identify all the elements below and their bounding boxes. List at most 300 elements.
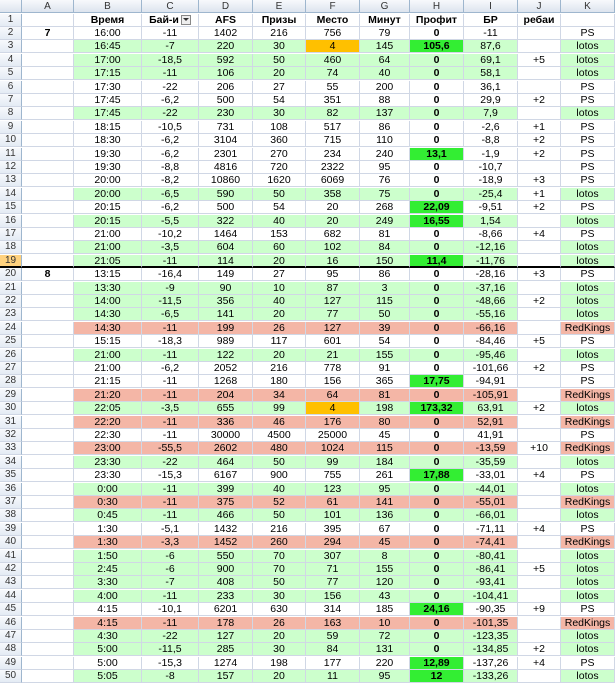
cell-i[interactable]: -105,91 bbox=[464, 389, 518, 402]
cell-i[interactable]: -25,4 bbox=[464, 188, 518, 201]
cell-d[interactable]: 206 bbox=[199, 81, 253, 94]
cell-d[interactable]: 356 bbox=[199, 295, 253, 308]
cell-a[interactable] bbox=[22, 148, 74, 161]
cell-a[interactable] bbox=[22, 496, 74, 509]
cell-j[interactable] bbox=[518, 389, 561, 402]
cell-k[interactable]: lotos bbox=[561, 349, 615, 362]
cell-h[interactable]: 17,75 bbox=[410, 375, 464, 388]
cell-b[interactable]: 4:15 bbox=[74, 603, 142, 616]
cell-j[interactable]: +2 bbox=[518, 295, 561, 308]
cell-d[interactable]: 10860 bbox=[199, 174, 253, 187]
cell-e[interactable]: 27 bbox=[253, 81, 306, 94]
cell-b[interactable]: 5:05 bbox=[74, 670, 142, 683]
cell-f[interactable]: 601 bbox=[306, 335, 360, 348]
cell-k[interactable]: PS bbox=[561, 429, 615, 442]
cell-e[interactable]: 27 bbox=[253, 268, 306, 281]
cell-k[interactable]: PS bbox=[561, 228, 615, 241]
cell-f[interactable]: 127 bbox=[306, 322, 360, 335]
cell-c[interactable]: -11 bbox=[142, 509, 199, 522]
cell-b[interactable]: 17:45 bbox=[74, 94, 142, 107]
cell-j[interactable] bbox=[518, 40, 561, 53]
cell-i[interactable]: -48,66 bbox=[464, 295, 518, 308]
cell-b[interactable]: 19:30 bbox=[74, 148, 142, 161]
cell-d[interactable]: 408 bbox=[199, 576, 253, 589]
cell-a[interactable] bbox=[22, 657, 74, 670]
row-number[interactable]: 3 bbox=[0, 40, 22, 53]
cell-e[interactable]: 30 bbox=[253, 40, 306, 53]
cell-h[interactable]: 0 bbox=[410, 241, 464, 254]
column-header-a[interactable]: A bbox=[22, 0, 74, 13]
cell-e[interactable]: 26 bbox=[253, 322, 306, 335]
cell-c[interactable]: -15,3 bbox=[142, 469, 199, 482]
row-number[interactable]: 22 bbox=[0, 295, 22, 308]
cell-c[interactable]: -18,3 bbox=[142, 335, 199, 348]
cell-f[interactable]: 176 bbox=[306, 416, 360, 429]
cell-f[interactable]: 16 bbox=[306, 255, 360, 268]
cell-g[interactable]: 3 bbox=[360, 282, 410, 295]
cell-d[interactable]: 122 bbox=[199, 349, 253, 362]
row-number[interactable]: 35 bbox=[0, 469, 22, 482]
cell-c[interactable]: -8,8 bbox=[142, 161, 199, 174]
cell-k[interactable]: PS bbox=[561, 134, 615, 147]
cell-j[interactable] bbox=[518, 416, 561, 429]
cell-g[interactable]: 10 bbox=[360, 617, 410, 630]
header-rebates[interactable]: ребаи bbox=[518, 14, 561, 27]
row-number[interactable]: 17 bbox=[0, 228, 22, 241]
cell-h[interactable]: 12,89 bbox=[410, 657, 464, 670]
cell-a[interactable] bbox=[22, 603, 74, 616]
cell-d[interactable]: 127 bbox=[199, 630, 253, 643]
cell-d[interactable]: 900 bbox=[199, 563, 253, 576]
cell-k[interactable]: lotos bbox=[561, 670, 615, 683]
cell-b[interactable]: 20:15 bbox=[74, 201, 142, 214]
column-header-i[interactable]: I bbox=[464, 0, 518, 13]
cell-e[interactable]: 1620 bbox=[253, 174, 306, 187]
cell-i[interactable]: 36,1 bbox=[464, 81, 518, 94]
cell-j[interactable] bbox=[518, 576, 561, 589]
cell-f[interactable]: 20 bbox=[306, 215, 360, 228]
cell-h[interactable]: 16,55 bbox=[410, 215, 464, 228]
cell-g[interactable]: 268 bbox=[360, 201, 410, 214]
cell-i[interactable]: 41,91 bbox=[464, 429, 518, 442]
cell-a[interactable] bbox=[22, 255, 74, 268]
cell-f[interactable]: 358 bbox=[306, 188, 360, 201]
row-number[interactable]: 6 bbox=[0, 81, 22, 94]
cell-b[interactable]: 14:00 bbox=[74, 295, 142, 308]
cell-e[interactable]: 20 bbox=[253, 349, 306, 362]
cell-b[interactable]: 15:15 bbox=[74, 335, 142, 348]
cell-c[interactable]: -16,4 bbox=[142, 268, 199, 281]
cell-k[interactable]: PS bbox=[561, 161, 615, 174]
cell-f[interactable]: 127 bbox=[306, 295, 360, 308]
cell-j[interactable] bbox=[518, 456, 561, 469]
row-number[interactable]: 48 bbox=[0, 643, 22, 656]
cell-h[interactable]: 0 bbox=[410, 496, 464, 509]
cell-k[interactable]: RedKings bbox=[561, 442, 615, 455]
cell-h[interactable]: 0 bbox=[410, 161, 464, 174]
cell-c[interactable]: -11 bbox=[142, 322, 199, 335]
cell-j[interactable] bbox=[518, 81, 561, 94]
cell-h[interactable]: 0 bbox=[410, 590, 464, 603]
cell-f[interactable]: 99 bbox=[306, 456, 360, 469]
cell-g[interactable]: 220 bbox=[360, 657, 410, 670]
cell-a[interactable] bbox=[22, 590, 74, 603]
cell-d[interactable]: 464 bbox=[199, 456, 253, 469]
cell-c[interactable]: -22 bbox=[142, 81, 199, 94]
cell-e[interactable]: 34 bbox=[253, 389, 306, 402]
row-number[interactable]: 25 bbox=[0, 335, 22, 348]
cell-g[interactable]: 141 bbox=[360, 496, 410, 509]
cell-e[interactable]: 40 bbox=[253, 483, 306, 496]
cell-g[interactable]: 185 bbox=[360, 603, 410, 616]
cell-j[interactable] bbox=[518, 107, 561, 120]
row-number[interactable]: 30 bbox=[0, 402, 22, 415]
cell-f[interactable]: 84 bbox=[306, 643, 360, 656]
cell-j[interactable]: +3 bbox=[518, 174, 561, 187]
cell-b[interactable]: 21:00 bbox=[74, 362, 142, 375]
row-number[interactable]: 4 bbox=[0, 54, 22, 67]
row-number[interactable]: 13 bbox=[0, 174, 22, 187]
cell-j[interactable] bbox=[518, 282, 561, 295]
cell-i[interactable]: 29,9 bbox=[464, 94, 518, 107]
cell-d[interactable]: 466 bbox=[199, 509, 253, 522]
cell-f[interactable]: 87 bbox=[306, 282, 360, 295]
row-number[interactable]: 37 bbox=[0, 496, 22, 509]
cell-a[interactable] bbox=[22, 643, 74, 656]
cell-e[interactable]: 720 bbox=[253, 161, 306, 174]
cell-e[interactable]: 30 bbox=[253, 590, 306, 603]
cell-f[interactable]: 102 bbox=[306, 241, 360, 254]
cell-g[interactable]: 64 bbox=[360, 54, 410, 67]
cell-c[interactable]: -11,5 bbox=[142, 643, 199, 656]
cell-c[interactable]: -10,2 bbox=[142, 228, 199, 241]
cell-g[interactable]: 150 bbox=[360, 255, 410, 268]
cell-i[interactable]: -55,01 bbox=[464, 496, 518, 509]
cell-c[interactable]: -7 bbox=[142, 40, 199, 53]
row-number[interactable]: 28 bbox=[0, 375, 22, 388]
cell-j[interactable]: +4 bbox=[518, 523, 561, 536]
cell-g[interactable]: 115 bbox=[360, 295, 410, 308]
cell-j[interactable] bbox=[518, 536, 561, 549]
cell-j[interactable]: +10 bbox=[518, 442, 561, 455]
cell-g[interactable]: 54 bbox=[360, 335, 410, 348]
cell-f[interactable]: 61 bbox=[306, 496, 360, 509]
cell-e[interactable]: 30 bbox=[253, 107, 306, 120]
cell-b[interactable]: 16:45 bbox=[74, 40, 142, 53]
row-number[interactable]: 34 bbox=[0, 456, 22, 469]
cell-h[interactable]: 0 bbox=[410, 188, 464, 201]
cell-c[interactable]: -6 bbox=[142, 550, 199, 563]
cell-a[interactable] bbox=[22, 174, 74, 187]
cell-b[interactable]: 22:30 bbox=[74, 429, 142, 442]
cell-c[interactable]: -11 bbox=[142, 389, 199, 402]
cell-a[interactable] bbox=[22, 94, 74, 107]
cell-f[interactable]: 95 bbox=[306, 268, 360, 281]
cell-b[interactable]: 19:30 bbox=[74, 161, 142, 174]
cell-f[interactable]: 351 bbox=[306, 94, 360, 107]
cell-g[interactable]: 120 bbox=[360, 576, 410, 589]
cell-e[interactable]: 50 bbox=[253, 54, 306, 67]
cell-k[interactable]: PS bbox=[561, 121, 615, 134]
cell-f[interactable]: 4 bbox=[306, 40, 360, 53]
cell-b[interactable]: 18:15 bbox=[74, 121, 142, 134]
cell-c[interactable]: -11 bbox=[142, 416, 199, 429]
cell-k[interactable]: RedKings bbox=[561, 617, 615, 630]
cell-a[interactable] bbox=[22, 121, 74, 134]
cell-c[interactable]: -11 bbox=[142, 27, 199, 40]
cell-i[interactable]: -90,35 bbox=[464, 603, 518, 616]
header-buyin[interactable] bbox=[142, 14, 199, 27]
cell-i[interactable]: -1,9 bbox=[464, 148, 518, 161]
column-header-h[interactable]: H bbox=[410, 0, 464, 13]
cell-k[interactable]: lotos bbox=[561, 563, 615, 576]
cell-e[interactable]: 216 bbox=[253, 362, 306, 375]
cell-h[interactable]: 0 bbox=[410, 483, 464, 496]
cell-g[interactable]: 45 bbox=[360, 429, 410, 442]
cell-d[interactable]: 655 bbox=[199, 402, 253, 415]
cell-h[interactable]: 11,4 bbox=[410, 255, 464, 268]
cell-g[interactable]: 50 bbox=[360, 308, 410, 321]
cell-f[interactable]: 1024 bbox=[306, 442, 360, 455]
cell-e[interactable]: 60 bbox=[253, 241, 306, 254]
cell-i[interactable]: -84,46 bbox=[464, 335, 518, 348]
cell-k[interactable]: PS bbox=[561, 174, 615, 187]
column-header-j[interactable]: J bbox=[518, 0, 561, 13]
column-header-g[interactable]: G bbox=[360, 0, 410, 13]
cell-g[interactable]: 145 bbox=[360, 40, 410, 53]
cell-f[interactable]: 2322 bbox=[306, 161, 360, 174]
cell-j[interactable]: +4 bbox=[518, 657, 561, 670]
cell-k[interactable]: PS bbox=[561, 657, 615, 670]
cell-f[interactable]: 4 bbox=[306, 402, 360, 415]
cell-j[interactable] bbox=[518, 630, 561, 643]
cell-g[interactable]: 137 bbox=[360, 107, 410, 120]
column-header-e[interactable]: E bbox=[253, 0, 306, 13]
cell-a[interactable] bbox=[22, 215, 74, 228]
cell-k[interactable]: lotos bbox=[561, 188, 615, 201]
cell-b[interactable]: 5:00 bbox=[74, 657, 142, 670]
row-number[interactable]: 33 bbox=[0, 442, 22, 455]
cell-e[interactable]: 30 bbox=[253, 643, 306, 656]
cell-h[interactable]: 0 bbox=[410, 282, 464, 295]
cell-k[interactable]: PS bbox=[561, 268, 615, 281]
row-number[interactable]: 39 bbox=[0, 523, 22, 536]
cell-k[interactable]: lotos bbox=[561, 483, 615, 496]
cell-e[interactable]: 360 bbox=[253, 134, 306, 147]
cell-e[interactable]: 20 bbox=[253, 670, 306, 683]
row-number[interactable]: 21 bbox=[0, 282, 22, 295]
cell-k[interactable]: lotos bbox=[561, 590, 615, 603]
cell-b[interactable]: 1:50 bbox=[74, 550, 142, 563]
cell-i[interactable]: -133,26 bbox=[464, 670, 518, 683]
cell-a[interactable] bbox=[22, 107, 74, 120]
cell-i[interactable]: -28,16 bbox=[464, 268, 518, 281]
cell-f[interactable]: 77 bbox=[306, 308, 360, 321]
cell-f[interactable]: 460 bbox=[306, 54, 360, 67]
cell-k[interactable]: lotos bbox=[561, 456, 615, 469]
cell-k[interactable]: lotos bbox=[561, 630, 615, 643]
cell-g[interactable]: 76 bbox=[360, 174, 410, 187]
cell-k[interactable]: lotos bbox=[561, 241, 615, 254]
cell-f[interactable]: 6069 bbox=[306, 174, 360, 187]
cell-g[interactable]: 39 bbox=[360, 322, 410, 335]
cell-h[interactable]: 0 bbox=[410, 563, 464, 576]
cell-b[interactable]: 18:30 bbox=[74, 134, 142, 147]
cell-g[interactable]: 249 bbox=[360, 215, 410, 228]
cell-a[interactable] bbox=[22, 456, 74, 469]
cell-d[interactable]: 178 bbox=[199, 617, 253, 630]
row-number[interactable]: 1 bbox=[0, 14, 22, 27]
cell-e[interactable]: 54 bbox=[253, 201, 306, 214]
cell-i[interactable]: -9,51 bbox=[464, 201, 518, 214]
cell-g[interactable]: 261 bbox=[360, 469, 410, 482]
cell-k[interactable]: lotos bbox=[561, 295, 615, 308]
row-number[interactable]: 18 bbox=[0, 241, 22, 254]
cell-d[interactable]: 592 bbox=[199, 54, 253, 67]
cell-e[interactable]: 50 bbox=[253, 576, 306, 589]
row-number[interactable]: 24 bbox=[0, 322, 22, 335]
cell-h[interactable]: 24,16 bbox=[410, 603, 464, 616]
cell-b[interactable]: 0:45 bbox=[74, 509, 142, 522]
cell-j[interactable]: +1 bbox=[518, 188, 561, 201]
header-time[interactable]: Время bbox=[74, 14, 142, 27]
cell-d[interactable]: 590 bbox=[199, 188, 253, 201]
cell-h[interactable]: 0 bbox=[410, 550, 464, 563]
cell-j[interactable]: +2 bbox=[518, 362, 561, 375]
cell-i[interactable]: -18,9 bbox=[464, 174, 518, 187]
cell-j[interactable]: +2 bbox=[518, 134, 561, 147]
cell-k[interactable]: lotos bbox=[561, 255, 615, 268]
cell-e[interactable]: 4500 bbox=[253, 429, 306, 442]
cell-j[interactable]: +3 bbox=[518, 268, 561, 281]
cell-c[interactable]: -5,5 bbox=[142, 215, 199, 228]
cell-a[interactable] bbox=[22, 54, 74, 67]
cell-i[interactable]: -13,59 bbox=[464, 442, 518, 455]
cell-h[interactable]: 0 bbox=[410, 523, 464, 536]
cell-d[interactable]: 4816 bbox=[199, 161, 253, 174]
cell-b[interactable]: 4:30 bbox=[74, 630, 142, 643]
cell-k[interactable]: lotos bbox=[561, 282, 615, 295]
cell-d[interactable]: 336 bbox=[199, 416, 253, 429]
cell-k[interactable]: RedKings bbox=[561, 536, 615, 549]
cell-h[interactable]: 0 bbox=[410, 268, 464, 281]
cell-j[interactable] bbox=[518, 161, 561, 174]
cell-j[interactable] bbox=[518, 429, 561, 442]
cell-d[interactable]: 375 bbox=[199, 496, 253, 509]
cell-g[interactable]: 110 bbox=[360, 134, 410, 147]
cell-d[interactable]: 230 bbox=[199, 107, 253, 120]
cell-j[interactable] bbox=[518, 483, 561, 496]
cell-f[interactable]: 395 bbox=[306, 523, 360, 536]
cell-e[interactable]: 480 bbox=[253, 442, 306, 455]
cell-b[interactable]: 22:20 bbox=[74, 416, 142, 429]
cell-g[interactable]: 43 bbox=[360, 590, 410, 603]
cell-a[interactable] bbox=[22, 617, 74, 630]
cell-f[interactable]: 156 bbox=[306, 590, 360, 603]
cell-i[interactable]: -101,35 bbox=[464, 617, 518, 630]
cell-f[interactable]: 25000 bbox=[306, 429, 360, 442]
cell-f[interactable]: 314 bbox=[306, 603, 360, 616]
cell-a[interactable] bbox=[22, 375, 74, 388]
cell-h[interactable]: 0 bbox=[410, 295, 464, 308]
cell-a[interactable] bbox=[22, 389, 74, 402]
cell-f[interactable]: 294 bbox=[306, 536, 360, 549]
cell-k[interactable]: PS bbox=[561, 27, 615, 40]
header-place[interactable]: Место bbox=[306, 14, 360, 27]
cell-g[interactable]: 86 bbox=[360, 268, 410, 281]
row-number[interactable]: 15 bbox=[0, 201, 22, 214]
cell-i[interactable]: -134,85 bbox=[464, 643, 518, 656]
cell-g[interactable]: 72 bbox=[360, 630, 410, 643]
column-header-c[interactable]: C bbox=[142, 0, 199, 13]
cell-a[interactable] bbox=[22, 228, 74, 241]
cell-a[interactable] bbox=[22, 40, 74, 53]
cell-c[interactable]: -11 bbox=[142, 617, 199, 630]
column-header-d[interactable]: D bbox=[199, 0, 253, 13]
cell-d[interactable]: 1432 bbox=[199, 523, 253, 536]
cell-i[interactable]: -71,11 bbox=[464, 523, 518, 536]
row-number[interactable]: 42 bbox=[0, 563, 22, 576]
cell-j[interactable]: +2 bbox=[518, 94, 561, 107]
cell-k[interactable]: PS bbox=[561, 375, 615, 388]
cell-d[interactable]: 149 bbox=[199, 268, 253, 281]
cell-b[interactable]: 17:00 bbox=[74, 54, 142, 67]
cell-d[interactable]: 604 bbox=[199, 241, 253, 254]
cell-a[interactable] bbox=[22, 670, 74, 683]
cell-k[interactable]: lotos bbox=[561, 107, 615, 120]
cell-e[interactable]: 52 bbox=[253, 496, 306, 509]
cell-d[interactable]: 30000 bbox=[199, 429, 253, 442]
cell-h[interactable]: 0 bbox=[410, 536, 464, 549]
cell-c[interactable]: -6,2 bbox=[142, 134, 199, 147]
cell-d[interactable]: 1268 bbox=[199, 375, 253, 388]
cell-a[interactable] bbox=[22, 201, 74, 214]
cell-g[interactable]: 80 bbox=[360, 416, 410, 429]
cell-f[interactable]: 682 bbox=[306, 228, 360, 241]
cell-c[interactable]: -11 bbox=[142, 496, 199, 509]
cell-a[interactable] bbox=[22, 188, 74, 201]
cell-j[interactable] bbox=[518, 67, 561, 80]
cell-c[interactable]: -11 bbox=[142, 483, 199, 496]
cell-d[interactable]: 399 bbox=[199, 483, 253, 496]
cell-k[interactable]: lotos bbox=[561, 550, 615, 563]
cell-c[interactable]: -9 bbox=[142, 282, 199, 295]
cell-h[interactable]: 0 bbox=[410, 349, 464, 362]
cell-c[interactable]: -6,5 bbox=[142, 188, 199, 201]
cell-d[interactable]: 3104 bbox=[199, 134, 253, 147]
row-number[interactable]: 9 bbox=[0, 121, 22, 134]
cell-e[interactable]: 20 bbox=[253, 67, 306, 80]
cell-f[interactable]: 20 bbox=[306, 201, 360, 214]
cell-k[interactable]: lotos bbox=[561, 215, 615, 228]
cell-c[interactable]: -11 bbox=[142, 429, 199, 442]
cell-i[interactable]: -10,7 bbox=[464, 161, 518, 174]
cell-b[interactable]: 14:30 bbox=[74, 322, 142, 335]
row-number[interactable]: 29 bbox=[0, 389, 22, 402]
cell-g[interactable]: 198 bbox=[360, 402, 410, 415]
cell-c[interactable]: -11 bbox=[142, 349, 199, 362]
cell-b[interactable]: 22:05 bbox=[74, 402, 142, 415]
cell-g[interactable]: 155 bbox=[360, 563, 410, 576]
row-number[interactable]: 41 bbox=[0, 550, 22, 563]
cell-h[interactable]: 0 bbox=[410, 617, 464, 630]
cell-a[interactable]: 7 bbox=[22, 27, 74, 40]
cell-d[interactable]: 731 bbox=[199, 121, 253, 134]
cell-d[interactable]: 1464 bbox=[199, 228, 253, 241]
cell-k[interactable]: lotos bbox=[561, 643, 615, 656]
row-number[interactable]: 40 bbox=[0, 536, 22, 549]
cell-c[interactable]: -10,5 bbox=[142, 121, 199, 134]
